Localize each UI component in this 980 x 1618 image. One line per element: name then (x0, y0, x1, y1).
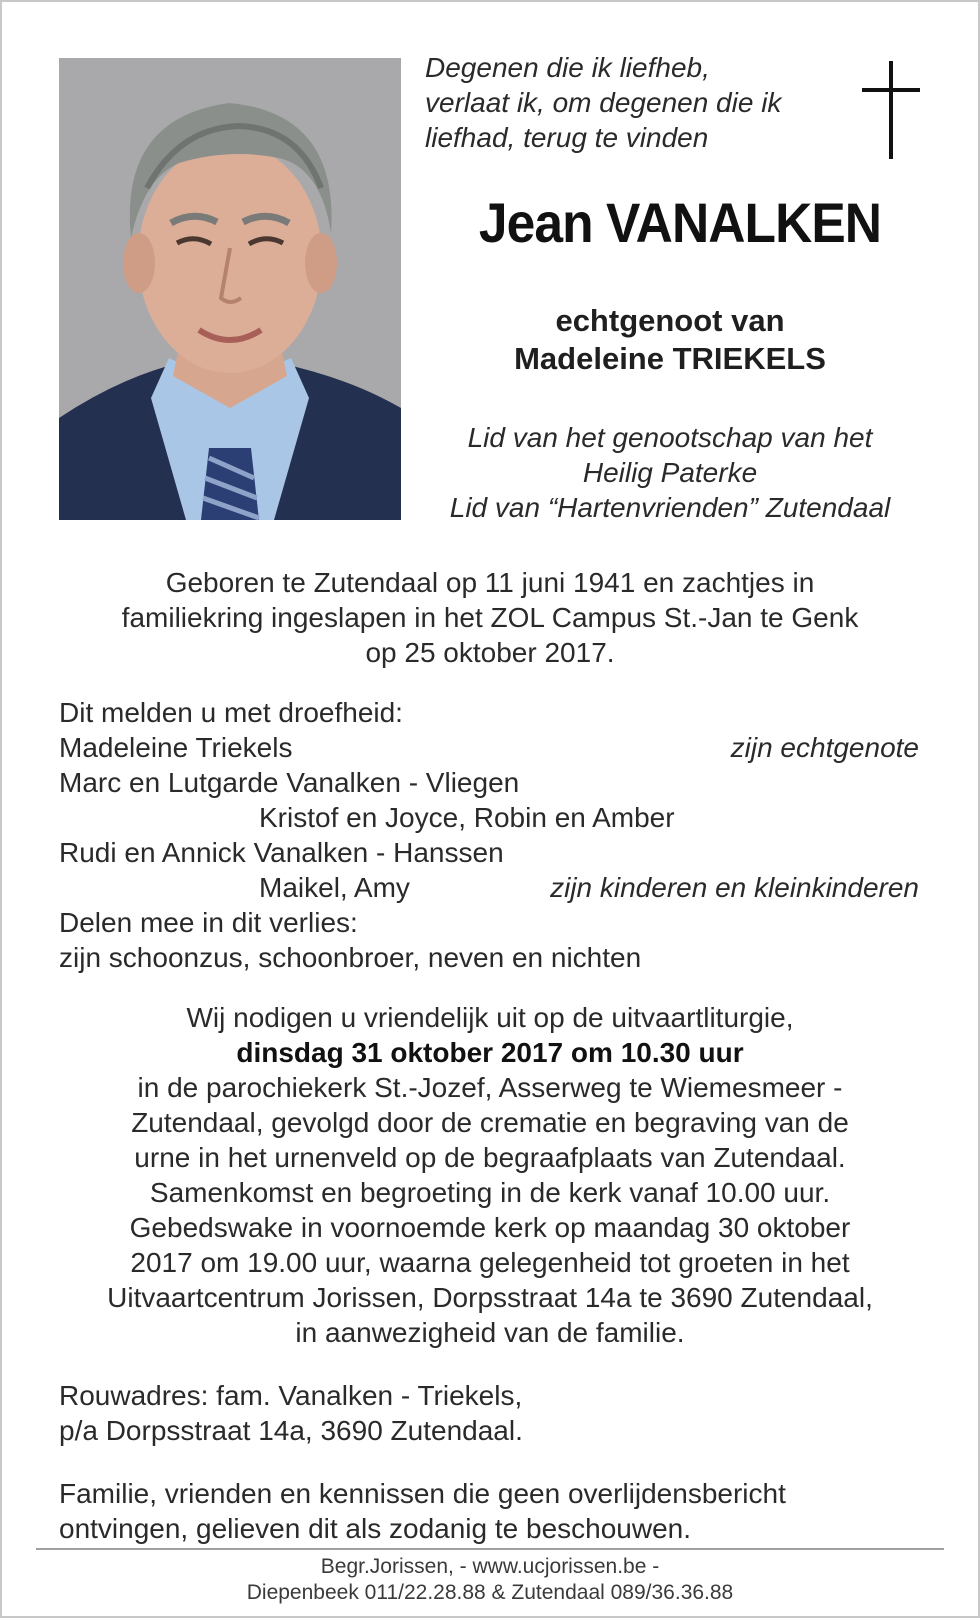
mourning-address (59, 1378, 919, 1448)
family-notice (59, 1476, 939, 1546)
portrait-illustration (59, 58, 401, 520)
portrait-photo (59, 58, 401, 520)
invitation-line: in aanwezigheid van de familie. (295, 1317, 685, 1348)
notice-line: ontvingen, gelieven dit als zodanig te beschouwen. (59, 1513, 691, 1544)
widow-role: zijn echtgenote (730, 732, 919, 763)
footer-line: Begr.Jorissen, - www.ucjorissen.be - (320, 1555, 660, 1578)
undertaker-footer (40, 1554, 940, 1606)
invitation-line: urne in het urnenveld op de begraafplaats van Zutendaal. (134, 1142, 846, 1173)
child-family-2: Rudi en Annick Vanalken - Hanssen (59, 837, 504, 868)
birth-death-block (40, 565, 940, 670)
epitaph-quote (425, 50, 825, 155)
born-line: Geboren te Zutendaal op 11 juni 1941 en zachtjes in (165, 567, 815, 598)
invitation-intro: Wij nodigen u vriendelijk uit op de uitvaartliturgie, (186, 1002, 794, 1033)
deceased-name: Jean VANALKEN (478, 191, 882, 254)
spouse-block (440, 302, 900, 378)
footer-line: Diepenbeek 011/22.28.88 & Zutendaal 089/36.36.88 (246, 1581, 734, 1604)
spouse-relation: echtgenoot van (555, 303, 785, 338)
child-family-1: Marc en Lutgarde Vanalken - Vliegen (59, 767, 520, 798)
funeral-date-time: dinsdag 31 oktober 2017 om 10.30 uur (236, 1037, 744, 1068)
announcement-block (59, 695, 919, 975)
spouse-name: Madeleine TRIEKELS (514, 341, 826, 376)
invitation-line: Zutendaal, gevolgd door de crematie en begraving van de (131, 1107, 849, 1138)
quote-line: Degenen die ik liefheb, (425, 52, 710, 83)
born-line: op 25 oktober 2017. (365, 637, 615, 668)
children-role: zijn kinderen en kleinkinderen (550, 872, 919, 903)
invitation-line: 2017 om 19.00 uur, waarna gelegenheid tot groeten in het (130, 1247, 850, 1278)
invitation-line: Gebedswake in voornoemde kerk op maandag 30 oktober (129, 1212, 851, 1243)
grandchildren-2: Maikel, Amy (259, 872, 410, 903)
share-intro: Delen mee in dit verlies: (59, 907, 358, 938)
invitation-line: Uitvaartcentrum Jorissen, Dorpsstraat 14a te 3690 Zutendaal, (107, 1282, 873, 1313)
invitation-line: Samenkomst en begroeting in de kerk vanaf 10.00 uur. (149, 1177, 831, 1208)
address-line: Rouwadres: fam. Vanalken - Triekels, (59, 1380, 523, 1411)
invitation-line: in de parochiekerk St.-Jozef, Asserweg te Wiemesmeer - (137, 1072, 843, 1103)
quote-line: verlaat ik, om degenen die ik (425, 87, 782, 118)
address-line: p/a Dorpsstraat 14a, 3690 Zutendaal. (59, 1415, 523, 1446)
membership-line: Lid van het genootschap van het (467, 422, 873, 453)
footer-divider (36, 1548, 944, 1550)
announcement-intro: Dit melden u met droefheid: (59, 697, 403, 728)
widow-name: Madeleine Triekels (59, 732, 293, 763)
quote-line: liefhad, terug te vinden (425, 122, 709, 153)
memberships-block (410, 420, 930, 525)
invitation-block (40, 1000, 940, 1350)
membership-line: Lid van “Hartenvrienden” Zutendaal (449, 492, 891, 523)
cross-icon (862, 61, 922, 159)
born-line: familiekring ingeslapen in het ZOL Campus St.-Jan te Genk (121, 602, 859, 633)
notice-line: Familie, vrienden en kennissen die geen overlijdensbericht (59, 1478, 786, 1509)
relatives-line: zijn schoonzus, schoonbroer, neven en nichten (59, 942, 642, 973)
membership-line: Heilig Paterke (582, 457, 758, 488)
grandchildren-1: Kristof en Joyce, Robin en Amber (259, 802, 675, 833)
